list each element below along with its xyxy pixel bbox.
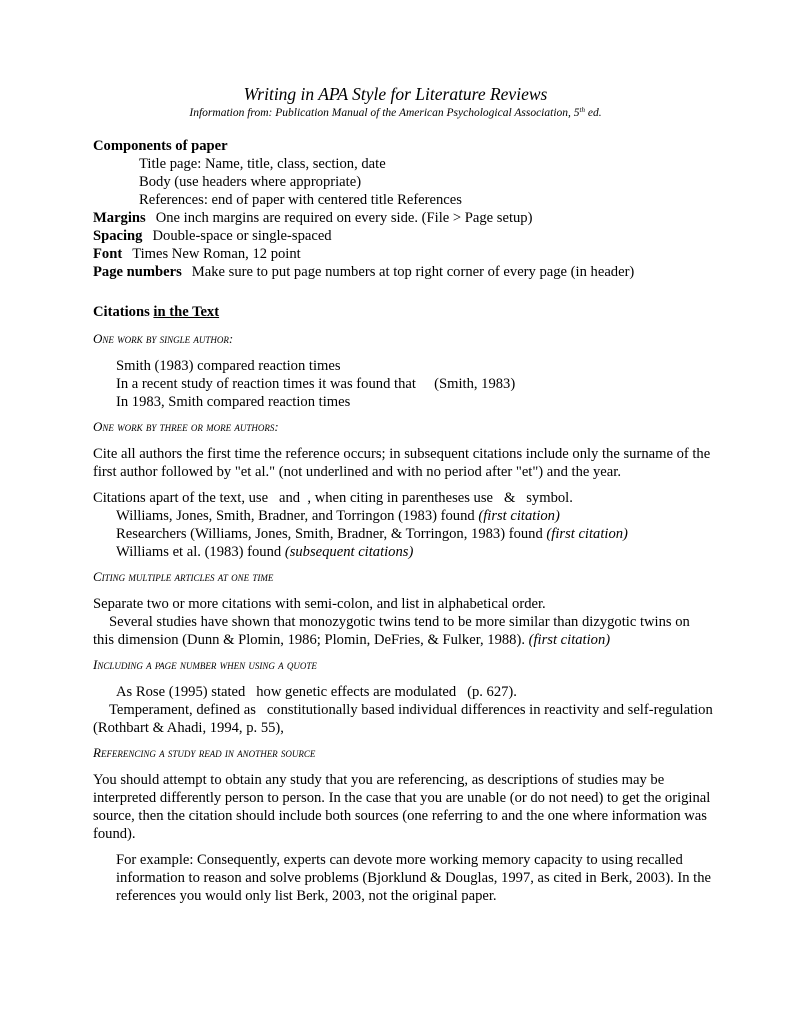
- document-header: [0, 83, 791, 120]
- section-label-page-number: Including a page number when using a quote: [93, 657, 317, 672]
- document-title: Writing in APA Style for Literature Reviews: [243, 84, 548, 104]
- subtitle-superscript: th: [579, 106, 585, 114]
- components-heading: Components of paper: [93, 138, 228, 154]
- multiple-paragraph: Separate two or more citations with semi-colon, and list in alphabetical order.: [93, 596, 546, 612]
- citations-heading-text: Citations: [93, 304, 154, 320]
- document-subtitle: [0, 106, 791, 120]
- format-label: Margins: [93, 210, 146, 226]
- another-source-example: For example: Consequently, experts can devote more working memory capacity to using recalled information to reason and solve problems (Bjorklund & Douglas, 1997, as cited in Berk, 2003). In the references you would only list Berk, 2003, not the original paper.: [116, 852, 711, 904]
- format-row-spacing: [93, 227, 713, 245]
- section-label-single-author: One work by single author:: [93, 331, 234, 346]
- format-text: One inch margins are required on every side. (File > Page setup): [155, 210, 533, 226]
- components-item: Body (use headers where appropriate): [139, 174, 362, 190]
- three-authors-paragraph: Cite all authors the first time the reference occurs; in subsequent citations include only the surname of the first author followed by "et al." (not underlined and with no period after "et") and the year.: [93, 446, 711, 480]
- another-source-paragraph: You should attempt to obtain any study that you are referencing, as descriptions of studies may be interpreted differently person to person. In the case that you are unable (or do not need) to get the original source, then the citation should include both sources (one referring to and the one where information was found).: [93, 772, 711, 842]
- three-authors-examples: [93, 507, 713, 561]
- format-text: Make sure to put page numbers at top right corner of every page (in header): [191, 264, 635, 280]
- format-row-margins: [93, 209, 713, 227]
- page-number-example-1: As Rose (1995) stated how genetic effects are modulated (p. 627).: [116, 684, 517, 700]
- example-note: (first citation): [478, 508, 560, 524]
- example-text: Williams, Jones, Smith, Bradner, and Torringon (1983) found: [116, 508, 479, 524]
- example-text: Researchers (Williams, Jones, Smith, Bradner, & Torringon, 1983) found: [116, 526, 547, 542]
- format-text: Double-space or single-spaced: [152, 228, 332, 244]
- document-body: [93, 137, 724, 905]
- example-line: In 1983, Smith compared reaction times: [116, 394, 351, 410]
- format-label: Spacing: [93, 228, 143, 244]
- section-label-another-source: Referencing a study read in another source: [93, 745, 316, 760]
- example-line: [116, 507, 713, 525]
- example-note: (first citation): [528, 632, 611, 648]
- citations-heading-underlined: in the Text: [153, 304, 220, 320]
- components-item: Title page: Name, title, class, section, date: [139, 156, 386, 172]
- page-number-example-2: Temperament, defined as constitutionally based individual differences in reactivity and self-regulation (Rothbart & Ahadi, 1994, p. 55),: [93, 702, 724, 736]
- subtitle-suffix: ed.: [584, 107, 602, 119]
- section-label-multiple: Citing multiple articles at one time: [93, 569, 274, 584]
- example-line: [116, 543, 713, 561]
- example-line: Smith (1983) compared reaction times: [116, 358, 341, 374]
- components-item: References: end of paper with centered title References: [139, 192, 462, 208]
- single-author-examples: [93, 357, 713, 411]
- example-text: Several studies have shown that monozygotic twins tend to be more similar than dizygotic twins on this dimension (Dunn & Plomin, 1986; Plomin, DeFries, & Fulker, 1988).: [93, 614, 690, 648]
- multiple-example: [93, 613, 713, 649]
- format-label: Page numbers: [93, 264, 182, 280]
- example-text: Williams et al. (1983) found: [116, 544, 285, 560]
- example-note: (first citation): [546, 526, 628, 542]
- format-row-font: [93, 245, 713, 263]
- example-line: In a recent study of reaction times it was found that (Smith, 1983): [116, 376, 516, 392]
- format-row-page-numbers: [93, 263, 713, 281]
- section-label-three-authors: One work by three or more authors:: [93, 419, 279, 434]
- three-authors-intro: Citations apart of the text, use and , when citing in parentheses use & symbol.: [93, 490, 573, 506]
- format-label: Font: [93, 246, 123, 262]
- citations-heading: [93, 303, 713, 321]
- format-text: Times New Roman, 12 point: [132, 246, 301, 262]
- example-line: [116, 525, 713, 543]
- example-note: (subsequent citations): [284, 544, 414, 560]
- subtitle-text: Information from: Publication Manual of the American Psychological Association, 5: [189, 107, 580, 119]
